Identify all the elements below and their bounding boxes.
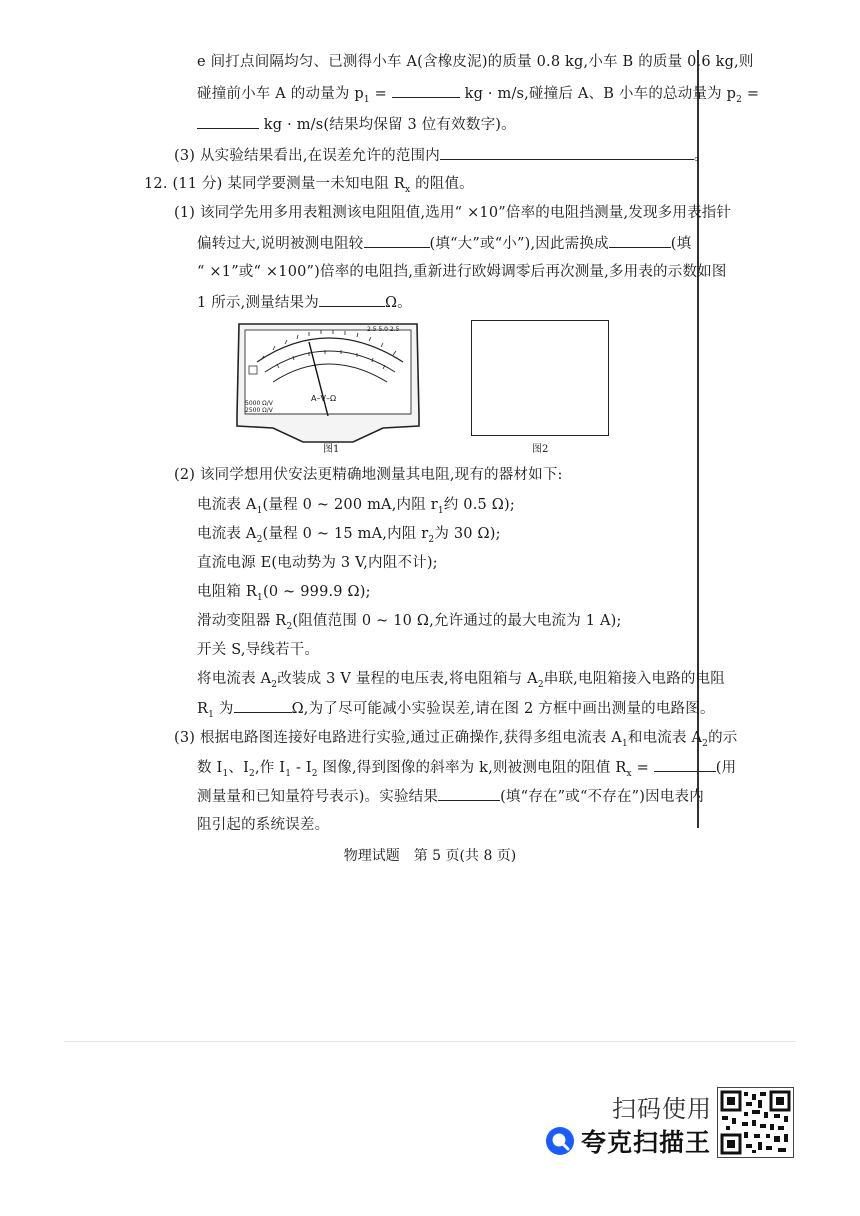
text: 。	[693, 148, 709, 164]
brand-logo	[545, 1124, 711, 1158]
text: e 间打点间隔均匀、已测得小车 A(含橡皮泥)的质量 0.8 kg,小车 B 的质量 0.6 kg,则	[197, 54, 754, 70]
subscript: 2	[271, 679, 278, 690]
question-line	[174, 145, 709, 166]
answer-blank[interactable]	[234, 698, 292, 713]
text: (填“存在”或“不存在”)因电表内	[500, 789, 704, 805]
subscript: 2	[311, 768, 318, 779]
question-line	[197, 233, 691, 254]
text: (填	[670, 236, 692, 252]
question-line	[197, 757, 736, 784]
text: 的示	[708, 730, 738, 746]
text: 为	[214, 701, 234, 717]
meter-label: A–V–Ω	[311, 394, 337, 403]
text: 碰撞前小车 A 的动量为 p	[197, 86, 364, 102]
question-line	[174, 203, 731, 223]
equipment-line	[197, 495, 515, 521]
brand-name: 夸克扫描王	[581, 1128, 712, 1157]
subscript: x	[626, 768, 632, 779]
quark-logo-icon	[545, 1126, 575, 1156]
subscript: 1	[257, 592, 263, 603]
subscript: 1	[256, 505, 263, 516]
text: (3) 从实验结果看出,在误差允许的范围内	[174, 148, 440, 164]
text: =	[742, 86, 760, 102]
text: 1 所示,测量结果为	[197, 295, 319, 311]
question-line	[197, 698, 715, 725]
question-line	[197, 786, 704, 807]
equipment-line	[197, 582, 371, 608]
text: “ ×1”或“ ×100”)倍率的电阻挡,重新进行欧姆调零后再次测量,多用表的示数如图	[197, 264, 727, 280]
answer-blank[interactable]	[438, 786, 500, 801]
answer-blank[interactable]	[392, 83, 460, 98]
text: 测量量和已知量符号表示)。实验结果	[197, 789, 439, 805]
answer-blank[interactable]	[364, 233, 430, 248]
equipment-line	[197, 524, 501, 550]
divider	[64, 1041, 796, 1042]
figure-2-caption: 图2	[532, 444, 549, 455]
answer-blank[interactable]	[197, 114, 259, 129]
text: (阻值范围 0 ~ 10 Ω,允许通过的最大电流为 1 A);	[292, 613, 622, 629]
answer-blank[interactable]	[609, 233, 671, 248]
text: 将电流表 A	[197, 671, 272, 687]
text: (0 ~ 999.9 Ω);	[262, 584, 371, 600]
text: 为 30 Ω);	[434, 526, 501, 542]
text: 滑动变阻器 R	[197, 613, 287, 629]
multimeter-figure	[233, 320, 423, 448]
text: (填“大”或“小”),因此需换成	[429, 236, 609, 252]
answer-blank[interactable]	[440, 145, 694, 160]
text: =	[369, 86, 392, 102]
text: (用	[715, 760, 737, 776]
equipment-line	[197, 640, 319, 660]
subscript: 2	[702, 738, 709, 749]
circuit-drawing-box[interactable]	[471, 320, 609, 436]
text: R	[197, 701, 209, 717]
question-line	[197, 292, 412, 313]
text: ,作 I	[254, 760, 286, 776]
text: 电阻箱 R	[197, 584, 258, 600]
subscript: 1	[621, 738, 628, 749]
text: Ω。	[384, 295, 412, 311]
question-line	[197, 52, 754, 72]
answer-blank[interactable]	[319, 292, 385, 307]
scan-prompt: 扫码使用	[612, 1095, 712, 1123]
text: 的阻值。	[410, 176, 474, 192]
text: 12. (11 分) 某同学要测量一未知电阻 R	[144, 176, 405, 192]
text: 开关 S,导线若干。	[197, 642, 320, 658]
subscript: 2	[537, 679, 544, 690]
text: (量程 0 ~ 200 mA,内阻 r	[262, 497, 438, 513]
subscript: 1	[437, 505, 444, 516]
text: 阻引起的系统误差。	[197, 817, 330, 833]
text: 约 0.5 Ω);	[443, 497, 515, 513]
text: 改装成 3 V 量程的电压表,将电阻箱与 A	[277, 671, 538, 687]
question-line	[174, 728, 738, 754]
subscript: 1	[222, 768, 229, 779]
question-line	[197, 815, 329, 835]
text: 电流表 A	[197, 526, 257, 542]
text: kg · m/s,碰撞后 A、B 小车的总动量为 p	[459, 86, 737, 102]
text: 、I	[228, 760, 250, 776]
text: 串联,电阻箱接入电路的电阻	[543, 671, 725, 687]
subscript: 1	[285, 768, 292, 779]
text: 直流电源 E(电动势为 3 V,内阻不计);	[197, 555, 438, 571]
text: kg · m/s(结果均保留 3 位有效数字)。	[259, 117, 516, 133]
page-footer: 物理试题 第 5 页(共 8 页)	[343, 848, 517, 864]
text: (量程 0 ~ 15 mA,内阻 r	[262, 526, 429, 542]
answer-blank[interactable]	[654, 757, 716, 772]
text: 和电流表 A	[627, 730, 703, 746]
text: =	[631, 760, 654, 776]
figure-1-caption: 图1	[323, 444, 340, 455]
text: 图像,得到图像的斜率为 k,则被测电阻的阻值 R	[317, 760, 627, 776]
question-line	[197, 114, 516, 135]
question-line	[197, 669, 725, 695]
text: - I	[291, 760, 312, 776]
meter-scale-label: 2.5 5.0 2.5	[367, 326, 400, 333]
subscript: 2	[286, 621, 293, 632]
text: (1) 该同学先用多用表粗测该电阻阻值,选用“ ×10”倍率的电阻挡测量,发现多用表指针	[174, 205, 732, 221]
question-line	[174, 465, 563, 485]
multimeter-dial-icon	[233, 320, 423, 448]
subscript: 1	[363, 94, 370, 105]
equipment-line	[197, 611, 622, 637]
subscript: 2	[736, 94, 743, 105]
subscript: 2	[249, 768, 255, 779]
meter-spec: 5000 Ω/V	[245, 400, 273, 407]
subscript: 1	[208, 709, 215, 720]
text: (2) 该同学想用伏安法更精确地测量其电阻,现有的器材如下:	[174, 467, 563, 483]
question-line	[197, 262, 727, 282]
subscript: x	[404, 184, 411, 195]
qr-pattern	[718, 1088, 793, 1157]
question-line	[197, 83, 759, 110]
text: 偏转过大,说明被测电阻较	[197, 236, 364, 252]
subscript: 2	[256, 534, 263, 545]
equipment-line	[197, 553, 438, 573]
text: 数 I	[197, 760, 223, 776]
question-heading	[144, 174, 474, 200]
meter-spec: 2500 Ω/V	[245, 407, 273, 414]
text: 电流表 A	[197, 497, 257, 513]
qr-code-icon[interactable]	[717, 1087, 794, 1158]
text: Ω,为了尽可能减小实验误差,请在图 2 方框中画出测量的电路图。	[291, 701, 715, 717]
subscript: 2	[428, 534, 435, 545]
text: (3) 根据电路图连接好电路进行实验,通过正确操作,获得多组电流表 A	[174, 730, 622, 746]
